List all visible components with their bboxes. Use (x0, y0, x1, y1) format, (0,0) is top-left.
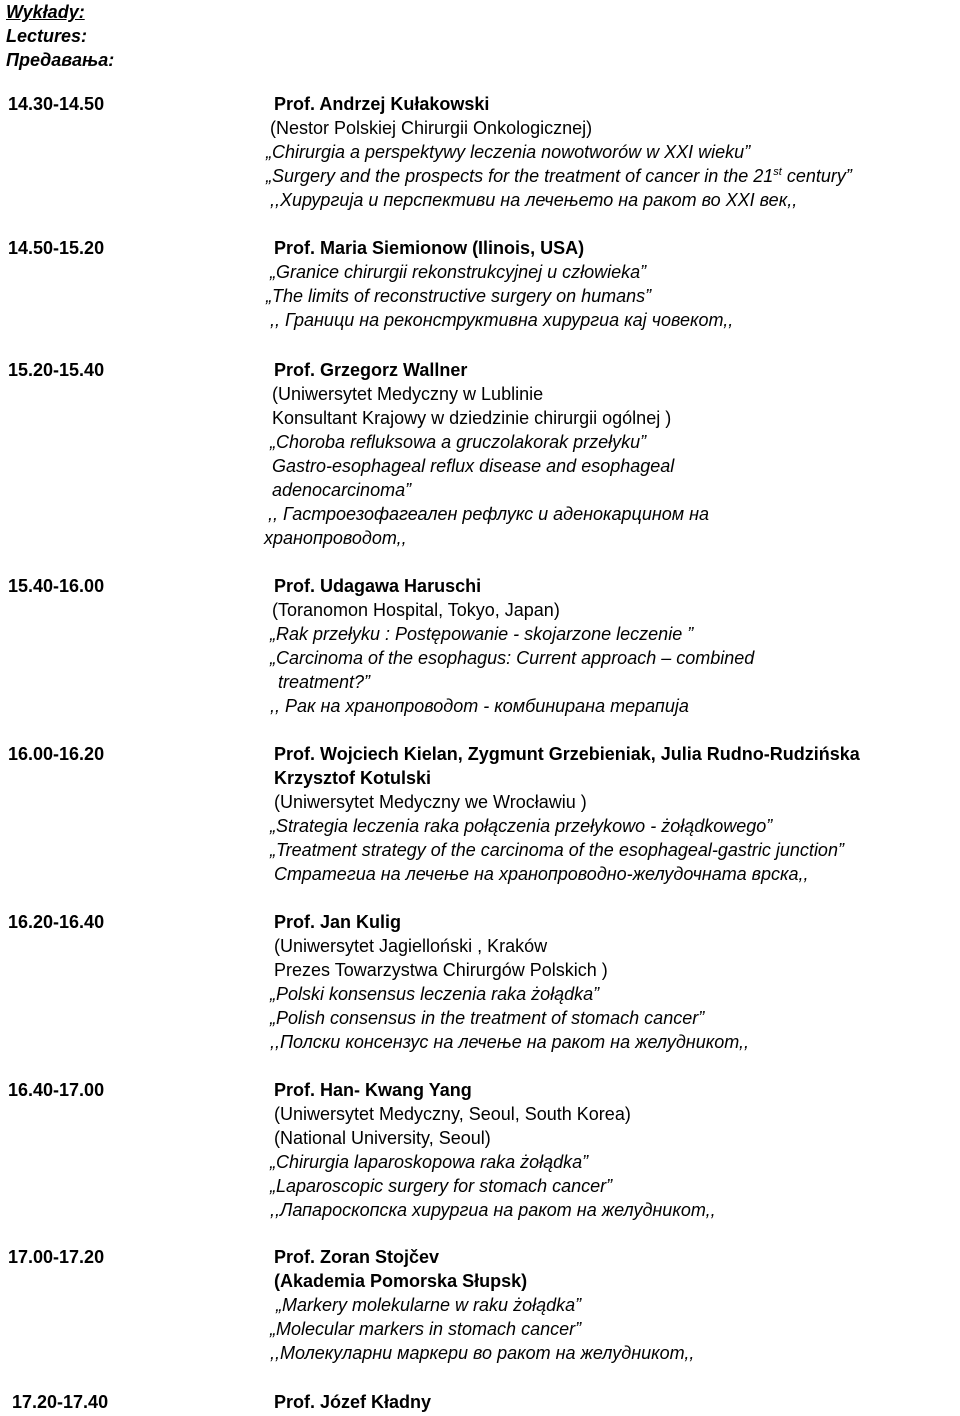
heading-polish: Wykłady: (6, 2, 85, 22)
lecturer-title: Prof. (274, 1392, 316, 1412)
lecturer-name: Grzegorz Wallner (320, 360, 468, 380)
title-polish: „Strategia leczenia raka połączenia przełykowo - żołądkowego” (270, 816, 773, 836)
heading-macedonian: Предавања: (6, 50, 115, 70)
lecturer-title: Prof. (274, 744, 316, 764)
title-english: „Laparoscopic surgery for stomach cancer” (270, 1176, 613, 1196)
affiliation: (Akademia Pomorska Słupsk) (274, 1271, 528, 1291)
lecturer-name: Udagawa Haruschi (320, 576, 482, 596)
lecturer-line (274, 92, 489, 116)
lecturer-line (274, 1078, 472, 1102)
title-macedonian: ,,Молекуларни маркери во ракот на желудникот,, (270, 1343, 695, 1363)
lecture-time: 15.20-15.40 (8, 360, 105, 380)
title-english: „Carcinoma of the esophagus: Current approach – combined (270, 648, 755, 668)
title-english: „Treatment strategy of the carcinoma of the esophageal-gastric junction” (270, 840, 844, 860)
lecturer-name: Jan Kulig (320, 912, 402, 932)
lecturer-title: Prof. (274, 94, 316, 114)
title-polish: „Granice chirurgii rekonstrukcyjnej u człowieka” (270, 262, 647, 282)
lecturer-name: Han- Kwang Yang (320, 1080, 472, 1100)
lecturer-title: Prof. (274, 1080, 316, 1100)
title-macedonian: ,,Хирургија и перспективи на лечењето на ракот во XXI век,, (270, 190, 798, 210)
lecture-time: 15.40-16.00 (8, 576, 105, 596)
lecturer-name: Józef Kładny (320, 1392, 432, 1412)
title-english-tail: century” (781, 166, 852, 186)
lecturer-line (274, 742, 860, 766)
affiliation-role: Prezes Towarzystwa Chirurgów Polskich ) (274, 960, 608, 980)
lecturer-title: Prof. (274, 1247, 316, 1267)
affiliation-role: Konsultant Krajowy w dziedzinie chirurgii ogólnej ) (272, 408, 672, 428)
lecturer-line (274, 1245, 439, 1269)
affiliation: (Uniwersytet Medyczny w Lublinie (272, 384, 544, 404)
affiliation: (Nestor Polskiej Chirurgii Onkologicznej) (270, 118, 593, 138)
title-macedonian: ,,Полски консензус на лечење на ракот на желудникот,, (270, 1032, 750, 1052)
lecturer-title: Prof. (274, 360, 316, 380)
title-english: „Polish consensus in the treatment of stomach cancer” (270, 1008, 705, 1028)
lecturer-line (274, 574, 481, 598)
title-macedonian: ,, Гастроезофагеален рефлукс и аденокарцином на (268, 504, 710, 524)
lecturer-title: Prof. (274, 576, 316, 596)
title-english-superscript: st (773, 166, 782, 178)
lectures-heading (6, 0, 114, 72)
lecturer-line (274, 358, 467, 382)
lecturer-line (274, 910, 401, 934)
lecturer-title: Prof. (274, 912, 316, 932)
lecture-time: 17.00-17.20 (8, 1247, 105, 1267)
title-english: Gastro-esophageal reflux disease and esophageal (272, 456, 675, 476)
lecture-time: 16.00-16.20 (8, 744, 105, 764)
title-english (266, 164, 852, 188)
lecture-time: 14.50-15.20 (8, 238, 105, 258)
title-macedonian: ,, Рак на хранопроводот - комбинирана терапија (270, 696, 689, 716)
title-macedonian: ,,Лапароскопска хируpгиа на ракот на желудникот,, (270, 1200, 716, 1220)
lecturer-line (274, 236, 584, 260)
title-polish: „Chirurgia a perspektywy leczenia nowotworów w XXI wieku” (266, 142, 751, 162)
lecturer-line (274, 1390, 431, 1414)
title-macedonian: ,, Граници на реконструктивна хируpгиа кај човекот,, (270, 310, 734, 330)
lecturer-name: Zoran Stojčev (320, 1247, 440, 1267)
lecture-time: 16.20-16.40 (8, 912, 105, 932)
title-english-cont: adenocarcinoma” (272, 480, 412, 500)
title-polish: „Rak przełyku : Postępowanie - skojarzone leczenie ” (270, 624, 694, 644)
affiliation: (Uniwersytet Medyczny, Seoul, South Korea) (274, 1104, 631, 1124)
lecture-time: 16.40-17.00 (8, 1080, 105, 1100)
affiliation: (Toranomon Hospital, Tokyo, Japan) (272, 600, 560, 620)
affiliation: (Uniwersytet Medyczny we Wrocławiu ) (274, 792, 587, 812)
title-polish: „Polski konsensus leczenia raka żołądka” (270, 984, 600, 1004)
title-polish: „Markery molekularne w raku żołądka” (276, 1295, 582, 1315)
title-english: „Molecular markers in stomach cancer” (270, 1319, 582, 1339)
heading-english: Lectures: (6, 26, 88, 46)
lecturer-name: Wojciech Kielan, Zygmunt Grzebieniak, Julia Rudno-Rudzińska (320, 744, 860, 764)
lecturer-name: Andrzej Kułakowski (319, 94, 490, 114)
lecturer-name: Maria Siemionow (Ilinois, USA) (320, 238, 585, 258)
title-polish: „Choroba refluksowa a gruczolakorak przełyku” (270, 432, 647, 452)
lecture-time: 17.20-17.40 (12, 1392, 109, 1412)
affiliation-2: (National University, Seoul) (274, 1128, 491, 1148)
title-macedonian: Стратегиа на лечење на хранопроводно-желудочната врска,, (274, 864, 809, 884)
title-polish: „Chirurgia laparoskopowa raka żołądka” (270, 1152, 589, 1172)
title-english: „The limits of reconstructive surgery on humans” (266, 286, 652, 306)
affiliation: (Uniwersytet Jagielloński , Kraków (274, 936, 548, 956)
lecturer-name-cont: Krzysztof Kotulski (274, 768, 432, 788)
title-english-text: „Surgery and the prospects for the treatment of cancer in the 21 (266, 166, 774, 186)
title-english-cont: treatment?” (278, 672, 371, 692)
lecture-time: 14.30-14.50 (8, 94, 105, 114)
lecturer-title: Prof. (274, 238, 316, 258)
title-macedonian-cont: хранопроводот,, (264, 528, 407, 548)
